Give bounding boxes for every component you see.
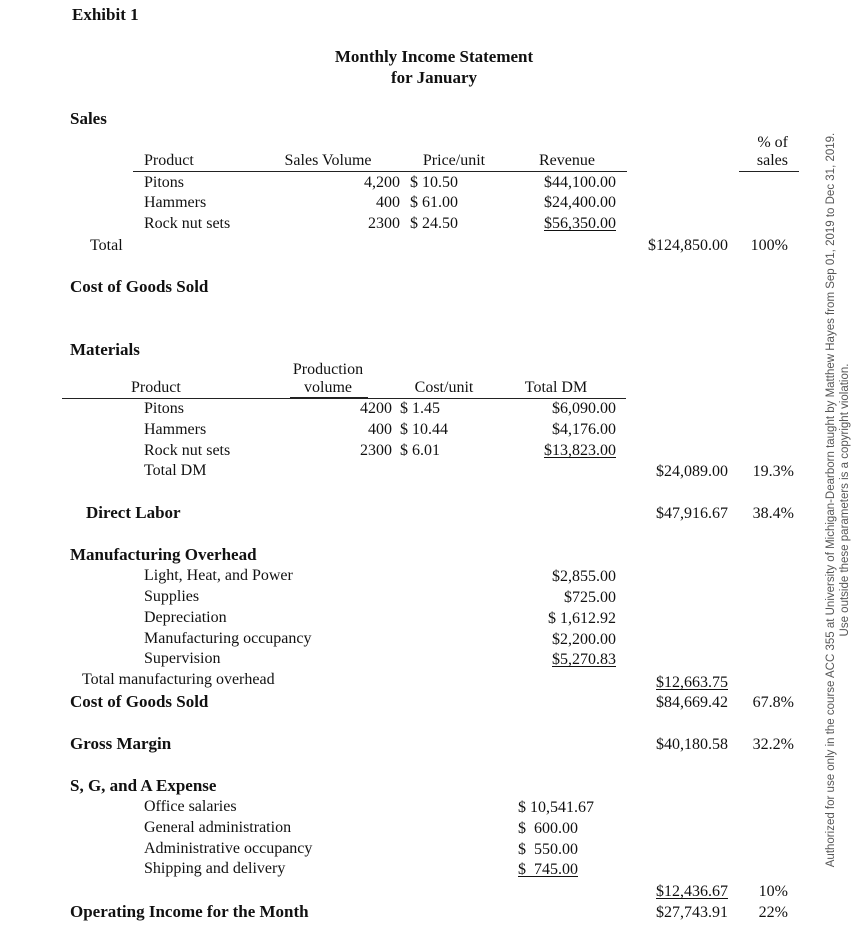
sales-total-value: $124,850.00 — [648, 237, 728, 254]
materials-total-value: $24,089.00 — [656, 463, 728, 480]
operating-income-pct: 22% — [758, 904, 788, 921]
sga-item-label: Administrative occupancy — [144, 840, 313, 857]
materials-col-cost: Cost/unit — [414, 379, 474, 396]
sga-item-label: Shipping and delivery — [144, 860, 286, 877]
materials-total-pct: 19.3% — [752, 463, 794, 480]
gross-margin-label: Gross Margin — [70, 734, 172, 753]
sales-total-pct: 100% — [750, 237, 788, 254]
overhead-heading: Manufacturing Overhead — [70, 545, 257, 564]
statement-title: Monthly Income Statement — [334, 47, 534, 66]
overhead-item-value: $725.00 — [564, 589, 616, 606]
pct-of-sales-header: % of — [757, 134, 788, 151]
overhead-item-value: $2,200.00 — [552, 631, 616, 648]
materials-col-product: Product — [131, 379, 181, 396]
sales-col-revenue: Revenue — [539, 152, 595, 169]
gross-margin-pct: 32.2% — [752, 736, 794, 753]
sales-row-price: $ 24.50 — [410, 215, 458, 232]
sga-item-label: Office salaries — [144, 798, 237, 815]
sga-total-value: $12,436.67 — [656, 883, 728, 900]
sga-item-value: $ 550.00 — [518, 841, 578, 858]
sales-row-volume: 2300 — [368, 215, 400, 232]
overhead-item-value: $5,270.83 — [552, 651, 616, 668]
watermark-line-2: Use outside these parameters is a copyright violation. — [839, 363, 851, 637]
materials-col-total: Total DM — [524, 379, 588, 396]
sales-col-price: Price/unit — [422, 152, 486, 169]
materials-total-label: Total DM — [144, 462, 207, 479]
statement-subtitle: for January — [390, 68, 478, 87]
materials-row-volume: 400 — [368, 421, 392, 438]
sga-item-value: $ 745.00 — [518, 861, 578, 878]
direct-labor-pct: 38.4% — [752, 505, 794, 522]
cogs-total-pct: 67.8% — [752, 694, 794, 711]
sales-row-volume: 400 — [376, 194, 400, 211]
materials-row-cost: $ 6.01 — [400, 442, 440, 459]
pct-header-rule — [739, 171, 799, 172]
sales-total-label: Total — [90, 237, 123, 254]
cogs-total-value: $84,669.42 — [656, 694, 728, 711]
operating-income-label: Operating Income for the Month — [70, 902, 309, 921]
sga-item-value: $ 10,541.67 — [518, 799, 594, 816]
materials-row-volume: 2300 — [360, 442, 392, 459]
sales-header-rule — [133, 171, 627, 172]
overhead-item-value: $ 1,612.92 — [548, 610, 616, 627]
sales-row-price: $ 10.50 — [410, 174, 458, 191]
overhead-item-label: Supplies — [144, 588, 200, 605]
materials-col-volume: Production — [292, 361, 364, 378]
operating-income-value: $27,743.91 — [656, 904, 728, 921]
sales-row-product: Pitons — [144, 174, 185, 191]
sga-heading: S, G, and A Expense — [70, 776, 217, 795]
gross-margin-value: $40,180.58 — [656, 736, 728, 753]
materials-row-total: $6,090.00 — [552, 400, 616, 417]
sales-heading: Sales — [70, 109, 107, 128]
overhead-item-label: Depreciation — [144, 609, 227, 626]
exhibit-label: Exhibit 1 — [72, 5, 139, 24]
sales-row-revenue: $24,400.00 — [544, 194, 616, 211]
sales-col-volume: Sales Volume — [284, 152, 372, 169]
cogs-total-label: Cost of Goods Sold — [70, 692, 209, 711]
direct-labor-value: $47,916.67 — [656, 505, 728, 522]
materials-heading: Materials — [70, 340, 140, 359]
materials-row-product: Hammers — [144, 421, 207, 438]
sales-row-price: $ 61.00 — [410, 194, 458, 211]
sales-row-revenue: $44,100.00 — [544, 174, 616, 191]
materials-row-cost: $ 1.45 — [400, 400, 440, 417]
materials-row-cost: $ 10.44 — [400, 421, 448, 438]
materials-header-rule — [62, 398, 626, 399]
sga-item-value: $ 600.00 — [518, 820, 578, 837]
materials-row-total: $13,823.00 — [544, 442, 616, 459]
materials-col-volume-2: volume — [304, 379, 352, 396]
overhead-total-value: $12,663.75 — [656, 674, 728, 691]
watermark-line-1: Authorized for use only in the course ACC 355 at University of Michigan-Dearborn taught by Matthew Hayes from Sep 01, 2019 to Dec 31, 2019. — [825, 132, 837, 868]
materials-row-total: $4,176.00 — [552, 421, 616, 438]
overhead-item-label: Manufacturing occupancy — [144, 630, 312, 647]
sga-item-label: General administration — [144, 819, 292, 836]
overhead-item-label: Light, Heat, and Power — [144, 567, 293, 584]
sales-row-revenue: $56,350.00 — [544, 215, 616, 232]
materials-row-product: Rock nut sets — [144, 442, 231, 459]
overhead-item-label: Supervision — [144, 650, 221, 667]
overhead-total-label: Total manufacturing overhead — [82, 671, 275, 688]
sales-row-volume: 4,200 — [364, 174, 400, 191]
overhead-item-value: $2,855.00 — [552, 568, 616, 585]
materials-row-product: Pitons — [144, 400, 185, 417]
sales-row-product: Hammers — [144, 194, 207, 211]
sales-row-product: Rock nut sets — [144, 215, 231, 232]
sga-total-pct: 10% — [758, 883, 788, 900]
materials-row-volume: 4200 — [360, 400, 392, 417]
copyright-watermark-text — [824, 133, 852, 867]
cogs-heading: Cost of Goods Sold — [70, 277, 209, 296]
pct-of-sales-header-2: sales — [756, 152, 788, 169]
direct-labor-label: Direct Labor — [86, 503, 181, 522]
sales-col-product: Product — [144, 152, 194, 169]
